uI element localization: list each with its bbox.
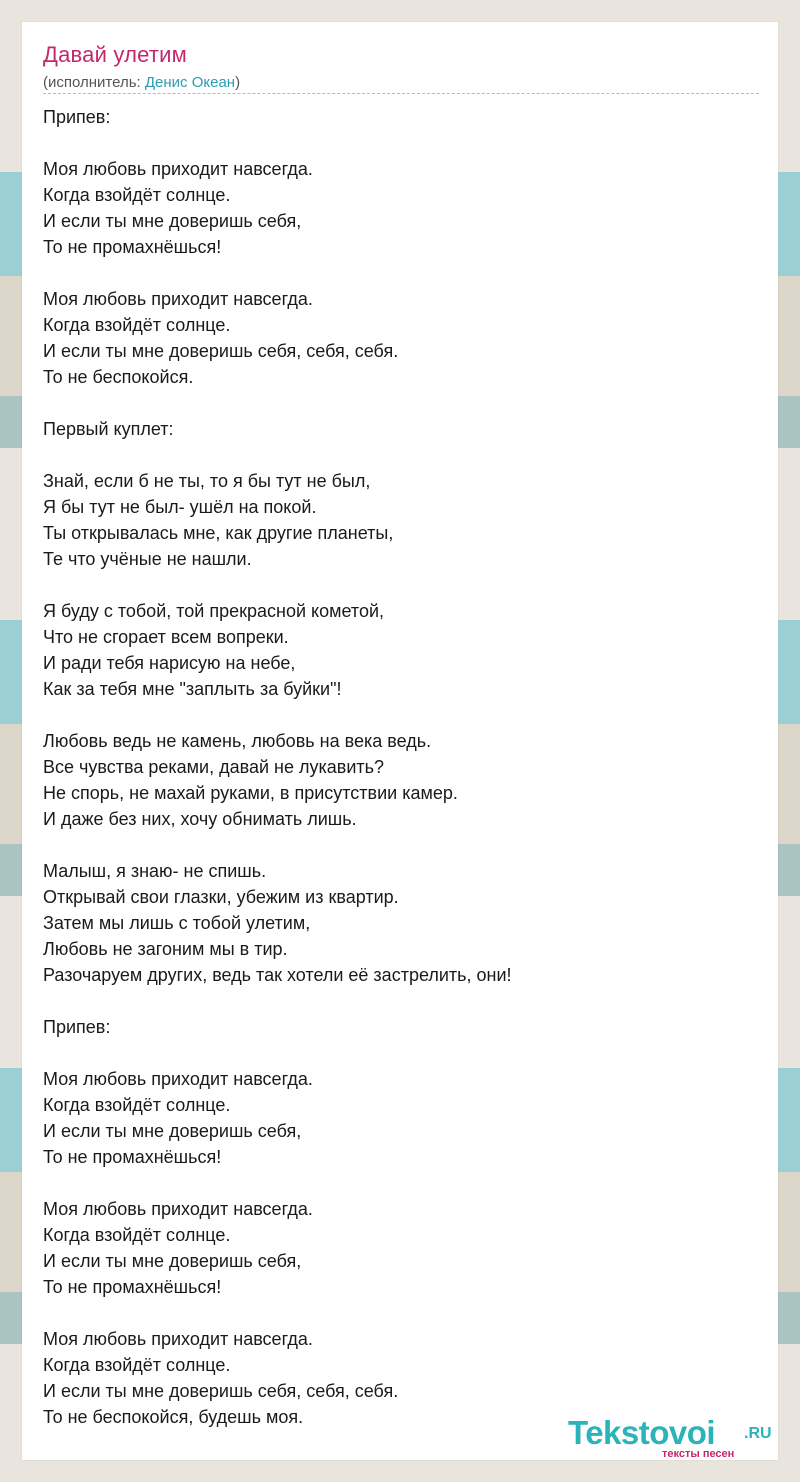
lyrics-line: И если ты мне доверишь себя, себя, себя. [43, 1381, 399, 1401]
performer-line [43, 74, 240, 91]
lyrics-card [22, 22, 778, 1460]
lyrics-blank-line [43, 390, 759, 416]
site-logo[interactable] [568, 1414, 778, 1460]
lyrics-line: И если ты мне доверишь себя, [43, 1251, 302, 1271]
lyrics-line: И если ты мне доверишь себя, [43, 211, 302, 231]
lyrics-line: Моя любовь приходит навсегда. [43, 1199, 313, 1219]
lyrics-line: Все чувства реками, давай не лукавить? [43, 757, 385, 777]
lyrics-line: Те что учёные не нашли. [43, 549, 252, 569]
lyrics-line: Ты открывалась мне, как другие планеты, [43, 523, 394, 543]
lyrics-blank-line [43, 1300, 759, 1326]
lyrics-line: То не промахнёшься! [43, 1277, 222, 1297]
lyrics-line: И если ты мне доверишь себя, себя, себя. [43, 341, 399, 361]
lyrics-line: Первый куплет: [43, 419, 174, 439]
lyrics-text [43, 104, 759, 1430]
lyrics-line: Малыш, я знаю- не спишь. [43, 861, 267, 881]
song-title: Давай улетим [43, 42, 187, 67]
lyrics-line: Моя любовь приходит навсегда. [43, 1329, 313, 1349]
lyrics-line: Когда взойдёт солнце. [43, 185, 231, 205]
lyrics-line: Моя любовь приходит навсегда. [43, 1069, 313, 1089]
lyrics-line: То не беспокойся. [43, 367, 194, 387]
lyrics-blank-line [43, 130, 759, 156]
lyrics-line: Когда взойдёт солнце. [43, 1225, 231, 1245]
lyrics-line: То не промахнёшься! [43, 1147, 222, 1167]
lyrics-line: Моя любовь приходит навсегда. [43, 159, 313, 179]
performer-prefix: (исполнитель: [43, 74, 145, 91]
lyrics-blank-line [43, 1170, 759, 1196]
title-divider [43, 93, 759, 94]
lyrics-line: Припев: [43, 1017, 111, 1037]
lyrics-blank-line [43, 572, 759, 598]
lyrics-line: Когда взойдёт солнце. [43, 1355, 231, 1375]
lyrics-line: Не спорь, не махай руками, в присутствии камер. [43, 783, 458, 803]
lyrics-blank-line [43, 442, 759, 468]
lyrics-line: Разочаруем других, ведь так хотели её застрелить, они! [43, 965, 512, 985]
lyrics-line: Знай, если б не ты, то я бы тут не был, [43, 471, 371, 491]
lyrics-line: Затем мы лишь с тобой улетим, [43, 913, 311, 933]
lyrics-line: Любовь не загоним мы в тир. [43, 939, 288, 959]
lyrics-line: Когда взойдёт солнце. [43, 315, 231, 335]
lyrics-line: Что не сгорает всем вопреки. [43, 627, 289, 647]
lyrics-line: И если ты мне доверишь себя, [43, 1121, 302, 1141]
lyrics-line: Я бы тут не был- ушёл на покой. [43, 497, 317, 517]
lyrics-line: Любовь ведь не камень, любовь на века ведь. [43, 731, 432, 751]
lyrics-line: То не промахнёшься! [43, 237, 222, 257]
lyrics-line: То не беспокойся, будешь моя. [43, 1407, 304, 1427]
performer-link[interactable]: Денис Океан [144, 74, 236, 91]
lyrics-line: Припев: [43, 107, 111, 127]
lyrics-line: Как за тебя мне "заплыть за буйки"! [43, 679, 342, 699]
lyrics-line: И даже без них, хочу обнимать лишь. [43, 809, 357, 829]
lyrics-blank-line [43, 832, 759, 858]
performer-suffix: ) [235, 74, 241, 91]
lyrics-line: Моя любовь приходит навсегда. [43, 289, 313, 309]
logo-tagline: тексты песен [662, 1448, 735, 1460]
lyrics-line: Когда взойдёт солнце. [43, 1095, 231, 1115]
lyrics-blank-line [43, 702, 759, 728]
lyrics-line: Я буду с тобой, той прекрасной кометой, [43, 601, 385, 621]
logo-name: Tekstovoi [568, 1414, 716, 1451]
lyrics-line: Открывай свои глазки, убежим из квартир. [43, 887, 399, 907]
logo-tld: .RU [744, 1425, 772, 1442]
lyrics-blank-line [43, 988, 759, 1014]
lyrics-line: И ради тебя нарисую на небе, [43, 653, 296, 673]
lyrics-blank-line [43, 1040, 759, 1066]
lyrics-blank-line [43, 260, 759, 286]
